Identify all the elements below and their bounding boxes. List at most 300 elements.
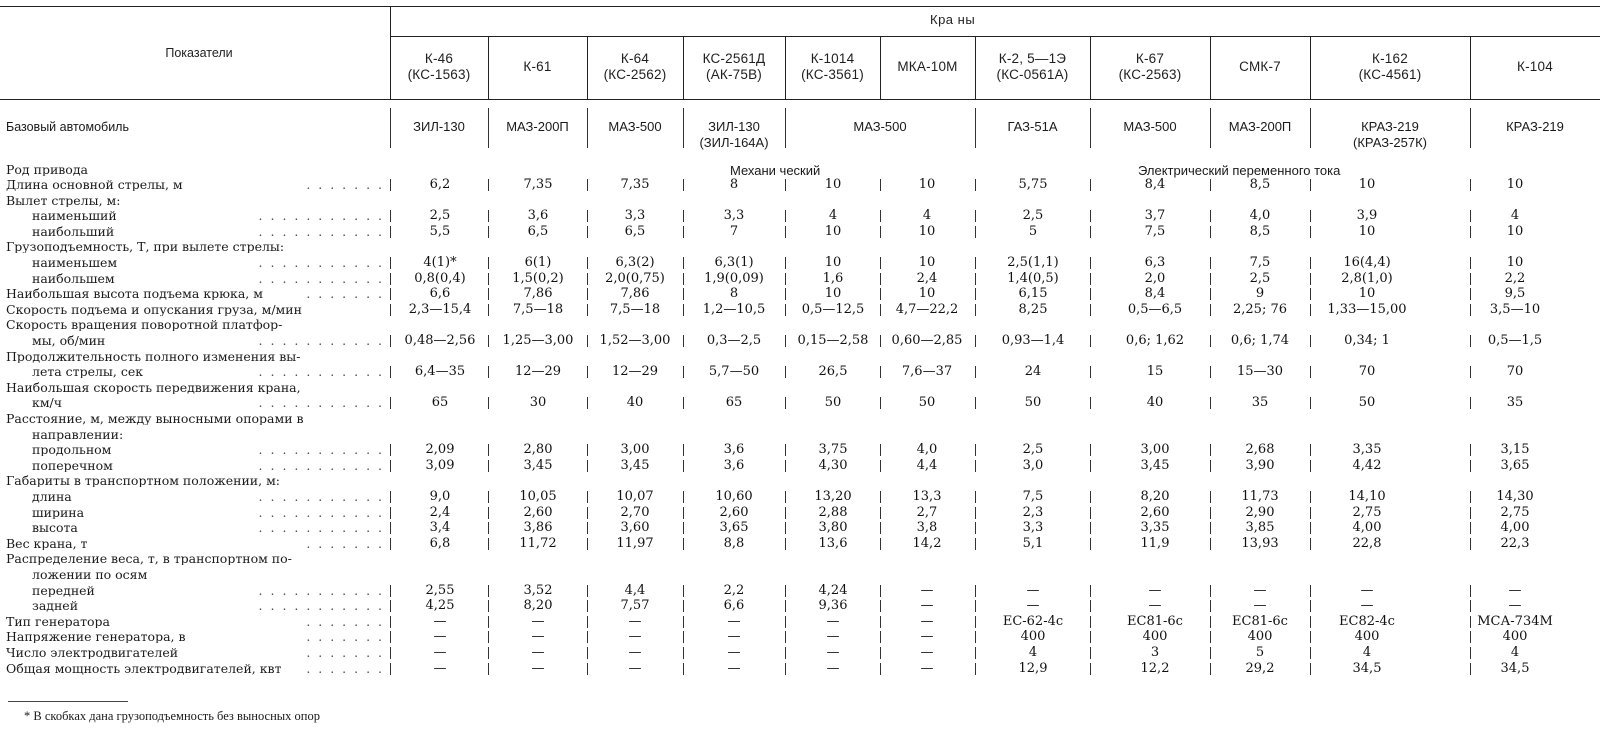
value-column-rule — [880, 335, 881, 347]
value-column-rule — [880, 663, 881, 675]
row-label: длина — [32, 490, 72, 503]
value-column-rule — [488, 538, 489, 550]
value-cell: 10 — [824, 255, 842, 270]
value-cell: — — [1508, 582, 1522, 598]
value-column-rule — [488, 460, 489, 472]
header-column-rule — [880, 36, 881, 99]
value-cell: 3,85 — [1245, 520, 1275, 536]
value-cell: 7,5—18 — [512, 301, 564, 317]
value-cell: ЕС81-6с — [1127, 613, 1183, 629]
row-label: лета стрелы, сек — [32, 365, 144, 379]
row-label: продольном — [32, 443, 112, 457]
value-column-rule — [975, 600, 976, 612]
value-cell: — — [1253, 582, 1267, 598]
value-column-rule — [683, 491, 684, 503]
base-row-rule — [587, 108, 588, 148]
value-column-rule — [1470, 288, 1471, 300]
value-cell: — — [826, 660, 840, 676]
value-column-rule — [683, 616, 684, 628]
value-column-rule — [1310, 491, 1311, 503]
value-column-rule — [683, 335, 684, 347]
value-cell: 11,9 — [1140, 535, 1170, 551]
value-cell: 2,5 — [429, 208, 451, 224]
value-column-rule — [488, 631, 489, 643]
value-column-rule — [1210, 491, 1211, 503]
value-cell: 7,6—37 — [901, 364, 953, 380]
value-cell: 50 — [1024, 395, 1042, 411]
base-automobile-cell: ГАЗ-51А — [1007, 119, 1058, 134]
value-cell: 0,5—12,5 — [801, 301, 865, 317]
value-column-rule — [1470, 397, 1471, 409]
value-cell: 1,52—3,00 — [599, 333, 671, 348]
value-column-rule — [975, 335, 976, 347]
value-column-rule — [1310, 647, 1311, 659]
value-cell: 2,60 — [1140, 504, 1170, 520]
base-row-rule — [975, 108, 976, 148]
value-column-rule — [1090, 335, 1091, 347]
leader-dots: . . . . . . . — [306, 177, 384, 192]
value-column-rule — [1090, 226, 1091, 238]
value-cell: — — [920, 629, 934, 645]
value-column-rule — [1310, 444, 1311, 456]
row-label: Длина основной стрелы, м — [6, 178, 183, 191]
value-column-rule — [1090, 616, 1091, 628]
value-column-rule — [390, 444, 391, 456]
value-cell: 65 — [725, 395, 743, 411]
value-cell: 7,86 — [523, 286, 553, 302]
value-column-rule — [880, 616, 881, 628]
value-cell: 50 — [824, 395, 842, 411]
row-label: Габариты в транспортном положении, м: — [6, 474, 281, 488]
value-cell: 400 — [1502, 629, 1528, 645]
value-cell: 10 — [824, 223, 842, 239]
value-cell: 10 — [1506, 223, 1524, 239]
value-column-rule — [880, 210, 881, 222]
value-column-rule — [488, 647, 489, 659]
value-cell: — — [531, 629, 545, 645]
row-label: Расстояние, м, между выносными опорами в — [6, 412, 304, 425]
value-column-rule — [1090, 600, 1091, 612]
value-cell: 2,88 — [818, 504, 848, 520]
value-cell: 2,80 — [523, 442, 553, 458]
value-column-rule — [1090, 507, 1091, 519]
value-cell: 9,36 — [818, 598, 848, 614]
value-cell: 6,8 — [429, 535, 451, 551]
value-column-rule — [1470, 179, 1471, 191]
value-cell: 2,90 — [1245, 504, 1275, 520]
value-cell: 8,25 — [1018, 301, 1048, 317]
value-cell: 3,5—10 — [1489, 301, 1541, 317]
value-column-rule — [488, 335, 489, 347]
value-column-rule — [587, 257, 588, 269]
value-cell: 6,3(1) — [714, 255, 754, 270]
value-cell: 10 — [918, 177, 936, 192]
value-column-rule — [880, 522, 881, 534]
value-column-rule — [1310, 335, 1311, 347]
value-column-rule — [488, 444, 489, 456]
leader-dots: . . . . . . . . . . . — [258, 270, 384, 286]
value-column-rule — [880, 507, 881, 519]
value-column-rule — [390, 507, 391, 519]
value-column-rule — [1090, 585, 1091, 597]
value-cell: 0,8(0,4) — [414, 270, 466, 286]
value-cell: — — [628, 645, 642, 660]
value-cell: 9,0 — [429, 489, 451, 504]
base-automobile-cell: МАЗ-200П — [506, 119, 569, 134]
value-cell: — — [1026, 598, 1040, 614]
value-cell: 1,25—3,00 — [502, 333, 574, 348]
value-column-rule — [390, 460, 391, 472]
value-column-rule — [1090, 522, 1091, 534]
value-cell: 13,20 — [814, 489, 852, 504]
value-column-rule — [1210, 304, 1211, 316]
value-column-rule — [1310, 631, 1311, 643]
value-cell: 10 — [1358, 177, 1376, 192]
value-column-rule — [488, 288, 489, 300]
leader-dots: . . . . . . . . . . . — [258, 598, 384, 614]
value-cell: 35 — [1506, 395, 1524, 411]
value-cell: — — [727, 660, 741, 676]
value-column-rule — [1210, 507, 1211, 519]
value-column-rule — [390, 226, 391, 238]
row-label: км/ч — [32, 396, 63, 410]
value-column-rule — [880, 600, 881, 612]
value-cell: 4 — [1510, 645, 1520, 660]
value-cell: 0,48—2,56 — [404, 333, 476, 348]
value-cell: 11,73 — [1241, 489, 1279, 504]
leader-dots: . . . . . . . . . . . — [258, 504, 384, 520]
value-column-rule — [683, 366, 684, 378]
header-column-rule — [587, 36, 588, 99]
value-cell: 3,7 — [1144, 208, 1166, 224]
value-cell: 3,00 — [1140, 442, 1170, 458]
value-cell: 4 — [922, 208, 932, 224]
value-column-rule — [1310, 210, 1311, 222]
value-column-rule — [390, 616, 391, 628]
base-automobile-cell: МАЗ-500 — [608, 119, 662, 134]
value-column-rule — [488, 600, 489, 612]
value-cell: 50 — [918, 395, 936, 411]
value-cell: 0,5—1,5 — [1487, 333, 1543, 348]
value-cell: 1,33—15,00 — [1327, 301, 1407, 317]
row-label: ложении по осям — [32, 568, 148, 581]
value-column-rule — [1210, 663, 1211, 675]
value-column-rule — [975, 663, 976, 675]
value-cell: 11,72 — [519, 535, 557, 551]
value-column-rule — [683, 460, 684, 472]
header-column-rule — [975, 36, 976, 99]
row-label: мы, об/мин — [32, 334, 106, 347]
value-cell: — — [920, 582, 934, 598]
value-cell: 70 — [1506, 364, 1524, 380]
value-column-rule — [1090, 397, 1091, 409]
value-cell: 40 — [1146, 395, 1164, 411]
value-cell: 2,3 — [1022, 504, 1044, 520]
cranes-header-rule — [390, 36, 1600, 37]
value-cell: 10 — [1506, 177, 1524, 192]
header-column-rule — [1310, 36, 1311, 99]
value-cell: 34,5 — [1352, 660, 1382, 676]
value-cell: 4,30 — [818, 457, 848, 473]
value-column-rule — [587, 179, 588, 191]
leader-dots: . . . . . . . . . . . — [258, 333, 384, 348]
header-column-rule — [1210, 36, 1211, 99]
value-cell: 3,09 — [425, 457, 455, 473]
base-automobile-cell: МАЗ-200П — [1228, 119, 1292, 134]
value-cell: 4,0 — [916, 442, 938, 458]
value-cell: 2,4 — [916, 270, 938, 286]
value-column-rule — [390, 304, 391, 316]
value-cell: 8,4 — [1144, 286, 1166, 302]
crane-column-header: МКА-10М — [897, 59, 958, 74]
value-cell: 2,0 — [1144, 270, 1166, 286]
value-cell: 0,34; 1 — [1344, 333, 1390, 348]
value-column-rule — [1310, 257, 1311, 269]
value-column-rule — [975, 616, 976, 628]
row-label: Общая мощность электродвигателей, квт — [6, 661, 282, 675]
value-cell: 1,9(0,09) — [704, 270, 764, 286]
row-label: высота — [32, 521, 78, 535]
value-column-rule — [975, 397, 976, 409]
value-column-rule — [390, 538, 391, 550]
value-cell: 1,6 — [822, 270, 844, 286]
value-column-rule — [880, 273, 881, 285]
value-cell: 12,2 — [1140, 660, 1170, 676]
value-cell: 22,3 — [1500, 535, 1530, 551]
value-cell: 8,5 — [1249, 177, 1271, 192]
value-column-rule — [1470, 444, 1471, 456]
value-column-rule — [587, 304, 588, 316]
value-cell: 3,45 — [1140, 457, 1170, 473]
value-cell: 2,2 — [723, 582, 745, 598]
value-column-rule — [1470, 585, 1471, 597]
row-label: направлении: — [32, 427, 124, 441]
value-column-rule — [1470, 210, 1471, 222]
value-cell: 0,93—1,4 — [1001, 333, 1065, 348]
header-column-rule — [390, 6, 391, 99]
value-column-rule — [1090, 179, 1091, 191]
value-column-rule — [785, 210, 786, 222]
value-cell: 2,60 — [523, 504, 553, 520]
value-cell: 3,6 — [723, 442, 745, 458]
value-column-rule — [488, 273, 489, 285]
table-top-rule — [0, 6, 1600, 7]
row-label: Вес крана, т — [6, 536, 88, 550]
value-column-rule — [785, 585, 786, 597]
value-cell: — — [433, 613, 447, 629]
value-column-rule — [785, 522, 786, 534]
value-cell: 6,3 — [1144, 255, 1166, 270]
value-column-rule — [683, 179, 684, 191]
value-cell: 400 — [1142, 629, 1168, 645]
value-cell: 3,0 — [1022, 457, 1044, 473]
value-cell: 4,24 — [818, 582, 848, 598]
value-column-rule — [1210, 288, 1211, 300]
value-cell: 10 — [824, 177, 842, 192]
value-column-rule — [880, 304, 881, 316]
leader-dots: . . . . . . . . . . . — [258, 442, 384, 458]
value-cell: 9 — [1255, 286, 1265, 302]
value-cell: — — [920, 598, 934, 614]
value-cell: — — [531, 660, 545, 676]
value-column-rule — [880, 444, 881, 456]
leader-dots: . . . . . . . — [306, 286, 384, 302]
value-cell: 4,25 — [425, 598, 455, 614]
value-column-rule — [488, 616, 489, 628]
value-cell: 4,4 — [916, 457, 938, 473]
value-cell: 34,5 — [1500, 660, 1530, 676]
value-cell: 3,65 — [719, 520, 749, 536]
value-column-rule — [1310, 538, 1311, 550]
value-column-rule — [1090, 491, 1091, 503]
value-column-rule — [1210, 522, 1211, 534]
row-label: наименьший — [32, 209, 117, 223]
value-cell: 3,15 — [1500, 442, 1530, 458]
row-label: наибольшем — [32, 271, 115, 285]
indicators-header: Показатели — [165, 46, 233, 60]
value-column-rule — [1310, 397, 1311, 409]
value-cell: 35 — [1251, 395, 1269, 411]
value-column-rule — [587, 366, 588, 378]
value-cell: 0,60—2,85 — [891, 333, 963, 348]
value-column-rule — [1090, 210, 1091, 222]
base-automobile-cell: КРАЗ-219 (КРАЗ-257К) — [1352, 119, 1427, 150]
value-column-rule — [975, 538, 976, 550]
value-column-rule — [1090, 257, 1091, 269]
value-column-rule — [390, 600, 391, 612]
value-column-rule — [975, 179, 976, 191]
value-cell: 4,00 — [1500, 520, 1530, 536]
value-column-rule — [975, 444, 976, 456]
value-cell: 70 — [1358, 364, 1376, 380]
value-column-rule — [488, 366, 489, 378]
value-column-rule — [488, 585, 489, 597]
value-column-rule — [683, 631, 684, 643]
value-cell: 15 — [1146, 364, 1164, 380]
value-cell: 40 — [626, 395, 644, 411]
value-column-rule — [785, 335, 786, 347]
value-cell: 7,5 — [1022, 489, 1044, 504]
leader-dots: . . . . . . . — [306, 535, 384, 551]
value-column-rule — [1090, 663, 1091, 675]
value-cell: 2,55 — [425, 582, 455, 598]
value-column-rule — [488, 210, 489, 222]
value-column-rule — [587, 616, 588, 628]
value-cell: 1,5(0,2) — [512, 270, 564, 286]
row-label: поперечном — [32, 458, 113, 472]
value-cell: — — [920, 660, 934, 676]
value-column-rule — [880, 397, 881, 409]
base-row-rule — [488, 108, 489, 148]
value-cell: 10 — [824, 286, 842, 302]
value-column-rule — [785, 663, 786, 675]
base-row-rule — [683, 108, 684, 148]
value-column-rule — [785, 226, 786, 238]
value-column-rule — [1090, 304, 1091, 316]
value-column-rule — [880, 538, 881, 550]
value-column-rule — [587, 538, 588, 550]
value-column-rule — [587, 600, 588, 612]
value-cell: — — [1360, 598, 1374, 614]
base-row-rule — [1090, 108, 1091, 148]
value-cell: 7,35 — [523, 177, 553, 192]
value-column-rule — [975, 460, 976, 472]
value-cell: 3,35 — [1352, 442, 1382, 458]
value-cell: 3,3 — [723, 208, 745, 224]
value-cell: — — [1148, 582, 1162, 598]
value-cell: 13,6 — [818, 535, 848, 551]
value-column-rule — [1210, 366, 1211, 378]
value-cell: — — [628, 660, 642, 676]
value-column-rule — [1310, 179, 1311, 191]
leader-dots: . . . . . . . . . . . — [258, 582, 384, 598]
value-cell: 4(1)* — [423, 255, 457, 270]
value-cell: 3,52 — [523, 582, 553, 598]
value-cell: — — [1148, 598, 1162, 614]
value-cell: 7,86 — [620, 286, 650, 302]
value-cell: 7,5 — [1144, 223, 1166, 239]
value-cell: — — [826, 613, 840, 629]
value-cell: 11,97 — [616, 535, 654, 551]
value-cell: 3,00 — [620, 442, 650, 458]
value-column-rule — [1210, 273, 1211, 285]
value-cell: 10 — [918, 223, 936, 239]
value-column-rule — [683, 647, 684, 659]
value-cell: 2,4 — [429, 504, 451, 520]
row-label: ширина — [32, 505, 85, 519]
value-cell: 14,10 — [1348, 489, 1386, 504]
value-cell: 10,60 — [715, 489, 753, 504]
row-label: передней — [32, 583, 95, 597]
value-cell: ЕС81-6с — [1232, 613, 1288, 629]
value-column-rule — [683, 507, 684, 519]
value-column-rule — [785, 257, 786, 269]
value-cell: 6,3(2) — [615, 255, 655, 270]
header-column-rule — [1470, 36, 1471, 99]
value-column-rule — [1470, 616, 1471, 628]
value-cell: 2,75 — [1500, 504, 1530, 520]
value-column-rule — [880, 491, 881, 503]
row-label: Тип генератора — [6, 614, 110, 628]
value-column-rule — [488, 226, 489, 238]
value-cell: 1,4(0,5) — [1007, 270, 1059, 286]
value-column-rule — [975, 507, 976, 519]
value-cell: 6,15 — [1018, 286, 1048, 302]
value-column-rule — [785, 179, 786, 191]
value-cell: 13,93 — [1241, 535, 1279, 551]
value-column-rule — [587, 397, 588, 409]
value-column-rule — [587, 522, 588, 534]
value-cell: — — [727, 645, 741, 660]
value-column-rule — [785, 647, 786, 659]
footnote: * В скобках дана грузоподъемность без выносных опор — [24, 709, 320, 723]
crane-column-header: К-64 (КС-2562) — [603, 51, 667, 82]
value-cell: 2,3—15,4 — [408, 301, 472, 317]
header-column-rule — [683, 36, 684, 99]
value-column-rule — [1310, 585, 1311, 597]
leader-dots: . . . . . . . . . . . — [258, 364, 384, 380]
value-cell: 50 — [1358, 395, 1376, 411]
value-column-rule — [390, 273, 391, 285]
crane-column-header: СМК-7 — [1239, 59, 1281, 74]
value-cell: 8 — [729, 177, 739, 192]
value-column-rule — [1470, 631, 1471, 643]
value-column-rule — [587, 226, 588, 238]
value-column-rule — [785, 616, 786, 628]
value-cell: 22,8 — [1352, 535, 1382, 551]
value-cell: 6,6 — [723, 598, 745, 614]
value-column-rule — [975, 304, 976, 316]
